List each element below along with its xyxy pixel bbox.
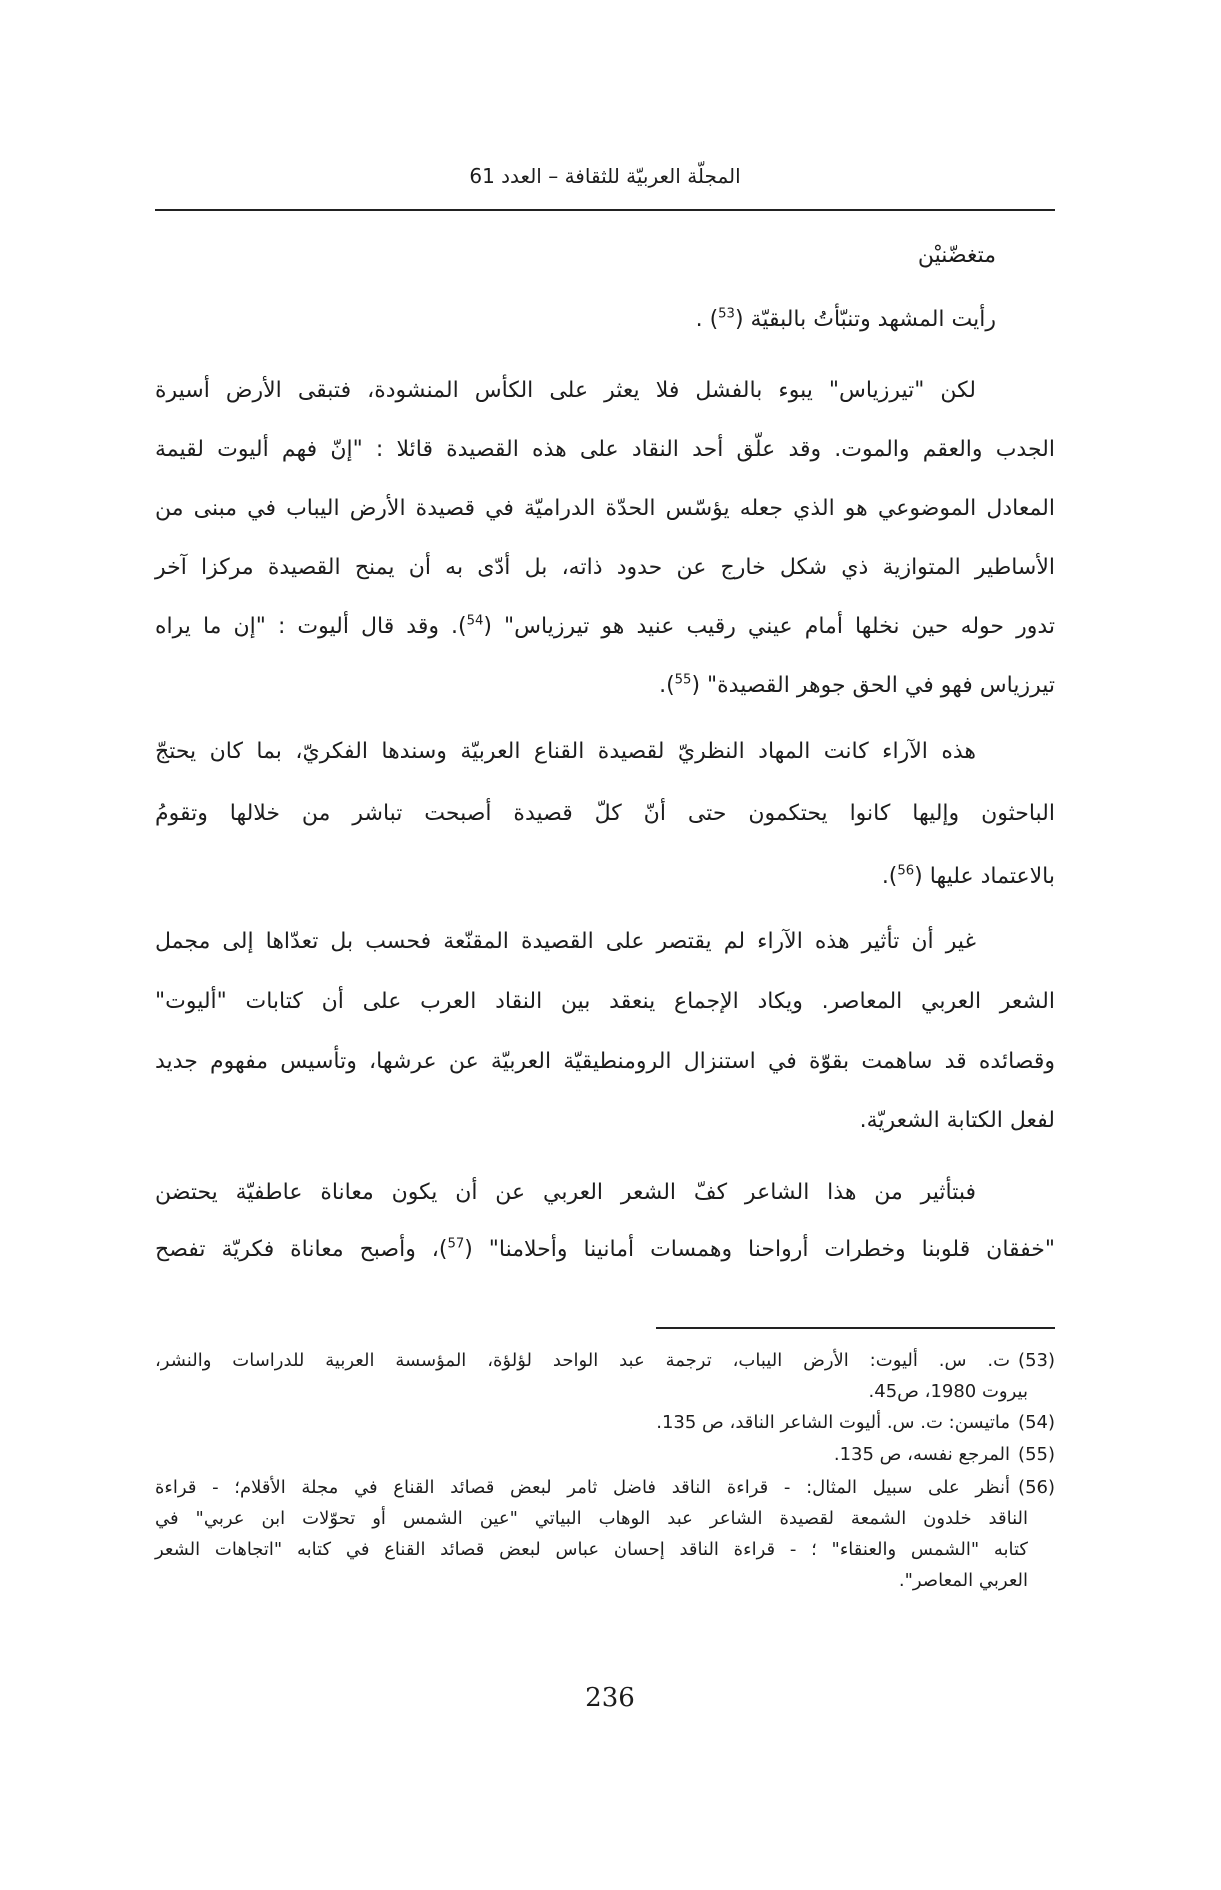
paragraph-line <box>155 857 1055 897</box>
footnote-reference: 56 <box>897 863 915 879</box>
footnote-line: العربي المعاصر". <box>898 1570 1028 1591</box>
paragraph-line: الشعر العربي المعاصر. ويكاد الإجماع ينعقد بين النقاد العرب على أن كتابات "أليوت" <box>155 989 1055 1014</box>
verse-text: ) . <box>695 307 719 332</box>
footnote-reference: 57 <box>447 1236 465 1252</box>
footnote-line <box>155 1346 1055 1376</box>
footnote-line: كتابه "الشمس والعنقاء" ؛ - قراءة الناقد إحسان عباس لبعض قصائد القناع في كتابه "اتجاهات الشعر <box>155 1539 1028 1560</box>
header-rule <box>155 209 1055 211</box>
line-text: "خفقان قلوبنا وخطرات أرواحنا وهمسات أمانينا وأحلامنا" ( <box>464 1237 1056 1262</box>
footnote-reference: 54 <box>466 613 484 629</box>
line-text: تيرزياس فهو في الحق جوهر القصيدة" ( <box>691 673 1055 698</box>
paragraph-line: غير أن تأثير هذه الآراء لم يقتصر على القصيدة المقنّعة فحسب بل تعدّاها إلى مجمل <box>155 929 976 954</box>
footnote-number: (56) <box>1018 1477 1055 1498</box>
footnote-number: (54) <box>1018 1412 1055 1433</box>
footnote-text: ت. س. أليوت: الأرض اليباب، ترجمة عبد الواحد لؤلؤة، المؤسسة العربية للدراسات والنشر، <box>155 1350 1011 1371</box>
running-header-title: المجلّة العربيّة للثقافة – العدد 61 <box>469 164 741 188</box>
footnote-text: أنظر على سبيل المثال: - قراءة الناقد فاضل ثامر لبعض قصائد القناع في مجلة الأقلام؛ - قراءة <box>155 1477 1011 1498</box>
paragraph-line: المعادل الموضوعي هو الذي جعله يؤسّس الحدّة الدراميّة في قصيدة الأرض اليباب في مبنى من <box>155 496 1055 521</box>
verse-line <box>155 300 996 340</box>
paragraph-line: الجدب والعقم والموت. وقد علّق أحد النقاد على هذه القصيدة قائلا : "إنّ فهم أليوت لقيمة <box>155 437 1055 462</box>
footnote-reference: 55 <box>674 672 692 688</box>
verse-text: رأيت المشهد وتنبّأتُ بالبقيّة ( <box>734 307 996 332</box>
line-text: ). وقد قال أليوت : "إن ما يراه <box>155 614 467 639</box>
footnote-line <box>155 1440 1055 1470</box>
footnote-line: الناقد خلدون الشمعة لقصيدة الشاعر عبد الوهاب البياتي "عين الشمس أو تحوّلات ابن عربي" في <box>155 1508 1028 1529</box>
paragraph-line <box>155 666 1055 706</box>
footnote-line <box>155 1473 1055 1503</box>
paragraph-line: الباحثون وإليها كانوا يحتكمون حتى أنّ كلّ قصيدة أصبحت تباشر من خلالها وتقومُ <box>155 801 1055 826</box>
verse-line: متغضّنيْن <box>917 243 996 268</box>
footnote-number: (53) <box>1018 1350 1055 1371</box>
paragraph-line <box>155 607 1055 647</box>
paragraph-line: لفعل الكتابة الشعريّة. <box>859 1108 1055 1133</box>
paragraph-line: لكن "تيرزياس" يبوء بالفشل فلا يعثر على الكأس المنشودة، فتبقى الأرض أسيرة <box>155 378 976 403</box>
line-text: بالاعتماد عليها ( <box>914 864 1055 889</box>
paragraph-line <box>155 1230 1055 1270</box>
paragraph-line: وقصائده قد ساهمت بقوّة في استنزال الرومنطيقيّة العربيّة عن عرشها، وتأسيس مفهوم جديد <box>155 1049 1055 1074</box>
paragraph-line: فبتأثير من هذا الشاعر كفّ الشعر العربي عن أن يكون معاناة عاطفيّة يحتضن <box>155 1180 976 1205</box>
paragraph-line: الأساطير المتوازية ذي شكل خارج عن حدود ذاته، بل أدّى به أن يمنح القصيدة مركزا آخر <box>155 555 1055 580</box>
line-text: تدور حوله حين نخلها أمام عيني رقيب عنيد هو تيرزياس" ( <box>483 614 1056 639</box>
footnote-reference: 53 <box>718 306 735 322</box>
footnote-text: ماتيسن: ت. س. أليوت الشاعر الناقد، ص 135. <box>656 1412 1011 1433</box>
footnote-line: بيروت 1980، ص45. <box>868 1381 1028 1402</box>
footnote-number: (55) <box>1018 1444 1055 1465</box>
footnote-line <box>155 1408 1055 1438</box>
line-text: ). <box>881 864 898 889</box>
footnote-separator <box>656 1327 1055 1329</box>
line-text: )، وأصبح معاناة فكريّة تفصح <box>155 1237 448 1262</box>
page-number: 236 <box>585 1683 635 1713</box>
paragraph-line: هذه الآراء كانت المهاد النظريّ لقصيدة القناع العربيّة وسندها الفكريّ، بما كان يحتجّ <box>155 739 976 764</box>
line-text: ). <box>659 673 675 698</box>
footnote-text: المرجع نفسه، ص 135. <box>833 1444 1011 1465</box>
